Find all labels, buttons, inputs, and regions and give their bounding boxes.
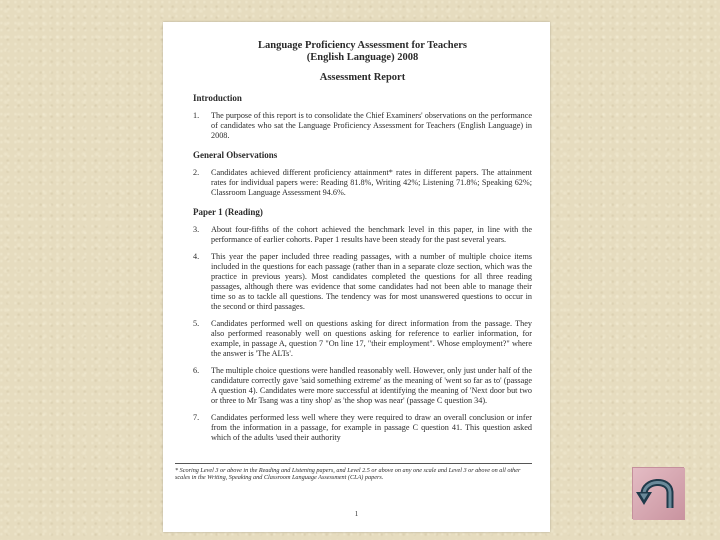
paragraph-text: About four-fifths of the cohort achieved the benchmark level in this paper, in line with the performance of earlier cohorts. Paper 1 results have been steady for the past several years. [211, 225, 532, 244]
document-page [163, 22, 550, 532]
paragraph-7 [193, 413, 532, 443]
paragraph-number: 1. [193, 111, 200, 120]
return-arrow-icon [633, 468, 685, 520]
page-number: 1 [354, 510, 359, 518]
paragraph-number: 3. [193, 225, 200, 234]
section-heading-paper1-reading: Paper 1 (Reading) [193, 207, 263, 217]
paragraph-text: The multiple choice questions were handled reasonably well. However, only just under half of the candidature correctly gave 'said something extreme' as the meaning of 'went so far as to' (passage A question 4). Candidates were more successful at identifying the meaning of 'Next door but two or three to Mr Tsang was a tiny shop' as 'the shop was near' (passage C question 34). [211, 366, 532, 405]
paragraph-6 [193, 366, 532, 406]
paragraph-number: 7. [193, 413, 200, 422]
paragraph-4 [193, 252, 532, 312]
paragraph-number: 4. [193, 252, 200, 261]
document-title-line1: Language Proficiency Assessment for Teachers [257, 40, 467, 51]
paragraph-text: Candidates performed well on questions asking for direct information from the passage. They also performed reasonably well on questions asking for reference to earlier information, for example, in passage A, question 7 "On line 17, "their employment". Whose employment?" where the answer is 'The ALTs'. [211, 319, 532, 358]
paragraph-2 [193, 168, 532, 198]
paragraph-text: The purpose of this report is to consolidate the Chief Examiners' observations on the performance of candidates who sat the Language Proficiency Assessment for Teachers (English Language) in 2008. [211, 111, 532, 140]
section-heading-general-observations: General Observations [193, 150, 278, 160]
document-subtitle: Assessment Report [319, 72, 406, 83]
paragraph-3 [193, 225, 532, 245]
section-heading-introduction: Introduction [193, 93, 242, 103]
paragraph-text: Candidates performed less well where they were required to draw an overall conclusion or infer from the information in a passage, for example in passage C question 41. This question asked which of the adults 'used their authority [211, 413, 532, 442]
paragraph-text: Candidates achieved different proficiency attainment* rates in different papers. The attainment rates for individual papers were: Reading 81.8%, Writing 42%; Listening 71.8%; Speaking 62%; Classroom Language Assessment 94.6%. [211, 168, 532, 197]
paragraph-text: This year the paper included three reading passages, with a number of multiple choice items included in the questions for each passage (rather than in a separate cloze section, which was the practice in previous years). Most candidates completed the questions for all three reading passages, although there was evidence that some candidates had not been able to manage their time so as to tackle all questions. The tendency was for most unanswered questions to occur in the second or third passages. [211, 252, 532, 311]
return-button[interactable] [632, 467, 684, 519]
paragraph-1 [193, 111, 532, 141]
document-title-line2: (English Language) 2008 [306, 52, 419, 63]
paragraph-number: 2. [193, 168, 200, 177]
paragraph-5 [193, 319, 532, 359]
paragraph-number: 5. [193, 319, 200, 328]
footnote: * Scoring Level 3 or above in the Reading and Listening papers, and Level 2.5 or above on any one scale and Level 3 or above on all other scales in the Writing, Speaking and Classroom Language Assessment (CLA) papers. [175, 463, 532, 481]
paragraph-number: 6. [193, 366, 200, 375]
